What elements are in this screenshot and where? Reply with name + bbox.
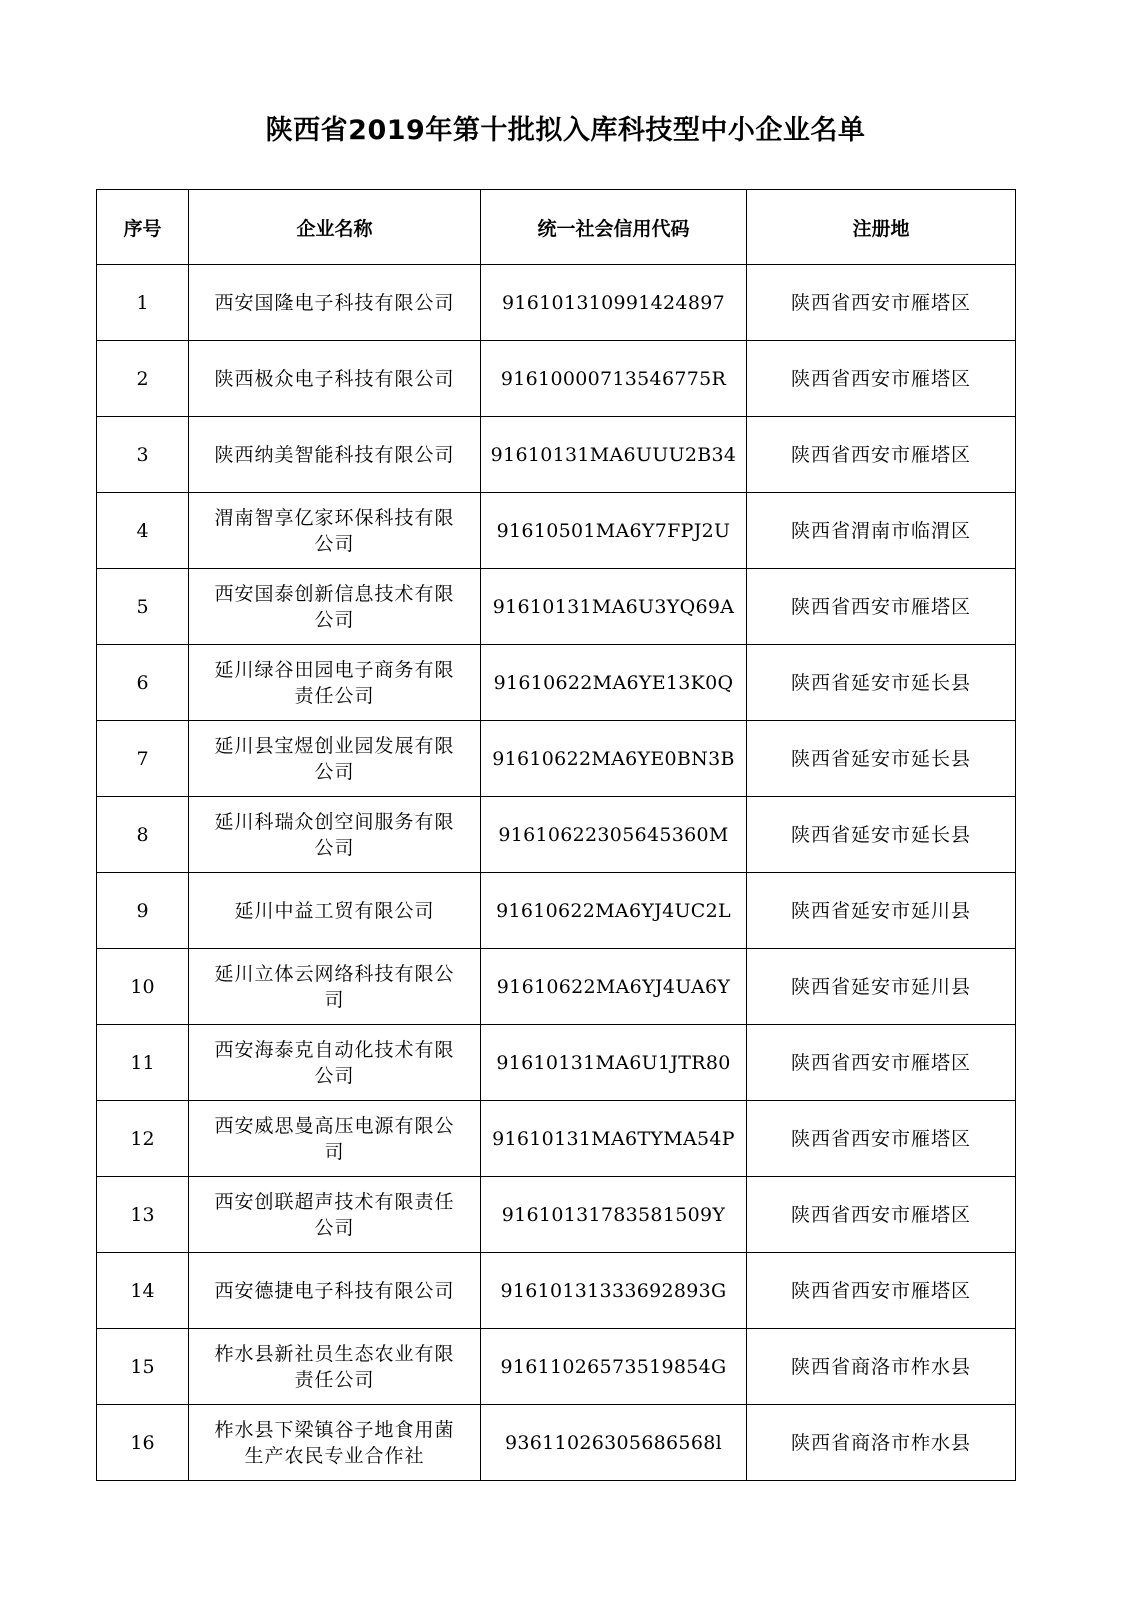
row-index: 10 bbox=[97, 949, 189, 1025]
company-name-line: 责任公司 bbox=[294, 1368, 375, 1391]
row-index: 8 bbox=[97, 797, 189, 873]
company-name-line: 西安德捷电子科技有限公司 bbox=[214, 1279, 455, 1302]
row-index: 15 bbox=[97, 1329, 189, 1405]
company-name bbox=[189, 1405, 481, 1481]
company-name-line: 延川立体云网络科技有限公 bbox=[214, 962, 455, 985]
table-row bbox=[97, 1025, 1016, 1101]
company-name bbox=[189, 1329, 481, 1405]
header-index: 序号 bbox=[97, 190, 189, 265]
registered-place: 陕西省延安市延长县 bbox=[747, 721, 1016, 797]
row-index: 6 bbox=[97, 645, 189, 721]
table-header-row bbox=[97, 190, 1016, 265]
company-name bbox=[189, 417, 481, 493]
company-name-line: 延川中益工贸有限公司 bbox=[234, 899, 435, 922]
row-index: 14 bbox=[97, 1253, 189, 1329]
company-name bbox=[189, 1177, 481, 1253]
row-index: 2 bbox=[97, 341, 189, 417]
row-index: 9 bbox=[97, 873, 189, 949]
company-name-line: 责任公司 bbox=[294, 684, 375, 707]
credit-code: 91610131MA6U1JTR80 bbox=[481, 1025, 747, 1101]
company-name bbox=[189, 797, 481, 873]
company-name bbox=[189, 493, 481, 569]
registered-place: 陕西省延安市延川县 bbox=[747, 949, 1016, 1025]
header-code: 统一社会信用代码 bbox=[481, 190, 747, 265]
row-index: 5 bbox=[97, 569, 189, 645]
company-name-line: 延川县宝煜创业园发展有限 bbox=[214, 734, 455, 757]
registered-place: 陕西省西安市雁塔区 bbox=[747, 1025, 1016, 1101]
registered-place: 陕西省西安市雁塔区 bbox=[747, 1253, 1016, 1329]
header-place: 注册地 bbox=[747, 190, 1016, 265]
company-name-line: 公司 bbox=[314, 836, 355, 859]
company-name bbox=[189, 265, 481, 341]
company-name bbox=[189, 1101, 481, 1177]
registered-place: 陕西省西安市雁塔区 bbox=[747, 417, 1016, 493]
row-index: 1 bbox=[97, 265, 189, 341]
table-body bbox=[97, 265, 1016, 1481]
credit-code: 91610622MA6YE0BN3B bbox=[481, 721, 747, 797]
credit-code: 916101310991424897 bbox=[481, 265, 747, 341]
credit-code: 91610131MA6UUU2B34 bbox=[481, 417, 747, 493]
table-row bbox=[97, 1329, 1016, 1405]
table-row bbox=[97, 1101, 1016, 1177]
company-name bbox=[189, 873, 481, 949]
company-name bbox=[189, 949, 481, 1025]
company-name bbox=[189, 341, 481, 417]
registered-place: 陕西省西安市雁塔区 bbox=[747, 1177, 1016, 1253]
credit-code: 91610622MA6YJ4UA6Y bbox=[481, 949, 747, 1025]
table-row bbox=[97, 797, 1016, 873]
registered-place: 陕西省西安市雁塔区 bbox=[747, 341, 1016, 417]
row-index: 12 bbox=[97, 1101, 189, 1177]
company-name-line: 公司 bbox=[314, 532, 355, 555]
table-row bbox=[97, 341, 1016, 417]
credit-code: 91610131783581509Y bbox=[481, 1177, 747, 1253]
row-index: 7 bbox=[97, 721, 189, 797]
company-name-line: 柞水县新社员生态农业有限 bbox=[214, 1342, 455, 1365]
row-index: 16 bbox=[97, 1405, 189, 1481]
registered-place: 陕西省渭南市临渭区 bbox=[747, 493, 1016, 569]
credit-code: 93611026305686568l bbox=[481, 1405, 747, 1481]
table-row bbox=[97, 417, 1016, 493]
table-row bbox=[97, 721, 1016, 797]
credit-code: 91610622MA6YJ4UC2L bbox=[481, 873, 747, 949]
table-row bbox=[97, 873, 1016, 949]
company-name-line: 西安海泰克自动化技术有限 bbox=[214, 1038, 455, 1061]
table-row bbox=[97, 645, 1016, 721]
row-index: 11 bbox=[97, 1025, 189, 1101]
company-name-line: 公司 bbox=[314, 608, 355, 631]
registered-place: 陕西省西安市雁塔区 bbox=[747, 265, 1016, 341]
company-name-line: 西安创联超声技术有限责任 bbox=[214, 1190, 455, 1213]
registered-place: 陕西省商洛市柞水县 bbox=[747, 1405, 1016, 1481]
registered-place: 陕西省西安市雁塔区 bbox=[747, 569, 1016, 645]
table-row bbox=[97, 1405, 1016, 1481]
company-name-line: 西安威思曼高压电源有限公 bbox=[214, 1114, 455, 1137]
registered-place: 陕西省延安市延川县 bbox=[747, 873, 1016, 949]
company-name-line: 陕西纳美智能科技有限公司 bbox=[214, 443, 455, 466]
credit-code: 91610131MA6U3YQ69A bbox=[481, 569, 747, 645]
registered-place: 陕西省延安市延长县 bbox=[747, 797, 1016, 873]
company-name bbox=[189, 1253, 481, 1329]
company-name-line: 司 bbox=[324, 1140, 345, 1163]
credit-code: 91611026573519854G bbox=[481, 1329, 747, 1405]
registered-place: 陕西省商洛市柞水县 bbox=[747, 1329, 1016, 1405]
registered-place: 陕西省延安市延长县 bbox=[747, 645, 1016, 721]
row-index: 3 bbox=[97, 417, 189, 493]
credit-code: 91610000713546775R bbox=[481, 341, 747, 417]
company-name-line: 延川科瑞众创空间服务有限 bbox=[214, 810, 455, 833]
company-name bbox=[189, 569, 481, 645]
company-name-line: 公司 bbox=[314, 760, 355, 783]
company-name-line: 公司 bbox=[314, 1216, 355, 1239]
table-row bbox=[97, 949, 1016, 1025]
credit-code: 91610131MA6TYMA54P bbox=[481, 1101, 747, 1177]
company-name-line: 西安国隆电子科技有限公司 bbox=[214, 291, 455, 314]
table-row bbox=[97, 1253, 1016, 1329]
enterprise-table bbox=[96, 189, 1016, 1481]
page-title: 陕西省2019年第十批拟入库科技型中小企业名单 bbox=[265, 115, 866, 146]
registered-place: 陕西省西安市雁塔区 bbox=[747, 1101, 1016, 1177]
company-name-line: 柞水县下梁镇谷子地食用菌 bbox=[214, 1418, 455, 1441]
company-name-line: 西安国泰创新信息技术有限 bbox=[214, 582, 455, 605]
header-name: 企业名称 bbox=[189, 190, 481, 265]
company-name-line: 生产农民专业合作社 bbox=[244, 1444, 425, 1467]
row-index: 4 bbox=[97, 493, 189, 569]
company-name-line: 陕西极众电子科技有限公司 bbox=[214, 367, 455, 390]
company-name bbox=[189, 1025, 481, 1101]
table-row bbox=[97, 1177, 1016, 1253]
table-row bbox=[97, 265, 1016, 341]
table-row bbox=[97, 493, 1016, 569]
table-row bbox=[97, 569, 1016, 645]
credit-code: 91610501MA6Y7FPJ2U bbox=[481, 493, 747, 569]
company-name-line: 司 bbox=[324, 988, 345, 1011]
company-name bbox=[189, 645, 481, 721]
company-name-line: 公司 bbox=[314, 1064, 355, 1087]
credit-code: 91610131333692893G bbox=[481, 1253, 747, 1329]
credit-code: 91610622MA6YE13K0Q bbox=[481, 645, 747, 721]
company-name-line: 延川绿谷田园电子商务有限 bbox=[214, 658, 455, 681]
credit-code: 91610622305645360M bbox=[481, 797, 747, 873]
row-index: 13 bbox=[97, 1177, 189, 1253]
company-name-line: 渭南智享亿家环保科技有限 bbox=[214, 506, 455, 529]
company-name bbox=[189, 721, 481, 797]
